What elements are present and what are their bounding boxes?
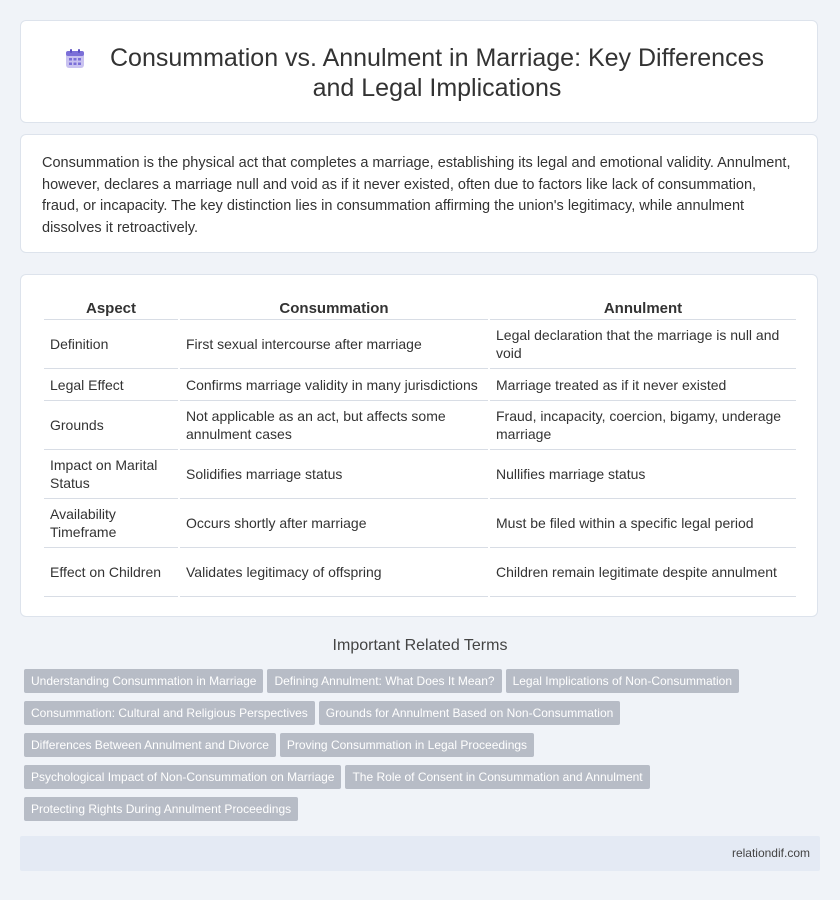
cell-aspect: Legal Effect	[44, 369, 178, 401]
related-term-tag[interactable]: Defining Annulment: What Does It Mean?	[267, 669, 501, 693]
table-row	[44, 548, 796, 597]
header-annulment: Annulment	[490, 297, 796, 320]
related-terms-list	[24, 669, 804, 829]
table-row	[44, 499, 796, 548]
cell-annulment: Fraud, incapacity, coercion, bigamy, underage marriage	[490, 401, 796, 450]
cell-consummation: Solidifies marriage status	[180, 450, 488, 499]
related-terms-heading: Important Related Terms	[332, 637, 508, 654]
cell-consummation: Not applicable as an act, but affects some annulment cases	[180, 401, 488, 450]
comparison-card	[20, 274, 818, 617]
site-name[interactable]: relationdif.com	[731, 846, 810, 860]
cell-aspect: Availability Timeframe	[44, 499, 178, 548]
table-row	[44, 369, 796, 401]
cell-aspect: Grounds	[44, 401, 178, 450]
related-term-tag[interactable]: The Role of Consent in Consummation and Annulment	[345, 765, 649, 789]
table-header-row	[44, 297, 796, 320]
related-term-tag[interactable]: Legal Implications of Non-Consummation	[506, 669, 739, 693]
cell-consummation: Occurs shortly after marriage	[180, 499, 488, 548]
related-term-tag[interactable]: Proving Consummation in Legal Proceedings	[280, 733, 534, 757]
cell-aspect: Effect on Children	[44, 548, 178, 597]
cell-annulment: Children remain legitimate despite annulment	[490, 548, 796, 597]
header-consummation: Consummation	[180, 297, 488, 320]
cell-consummation: Validates legitimacy of offspring	[180, 548, 488, 597]
related-term-tag[interactable]: Psychological Impact of Non-Consummation on Marriage	[24, 765, 341, 789]
related-term-tag[interactable]: Protecting Rights During Annulment Proceedings	[24, 797, 298, 821]
header-aspect: Aspect	[44, 297, 178, 320]
related-term-tag[interactable]: Understanding Consummation in Marriage	[24, 669, 263, 693]
table-row	[44, 401, 796, 450]
related-term-tag[interactable]: Consummation: Cultural and Religious Perspectives	[24, 701, 315, 725]
intro-card	[20, 134, 818, 253]
cell-annulment: Legal declaration that the marriage is null and void	[490, 320, 796, 369]
cell-consummation: Confirms marriage validity in many jurisdictions	[180, 369, 488, 401]
footer	[20, 836, 820, 871]
table-row	[44, 320, 796, 369]
page-title: Consummation vs. Annulment in Marriage: Key Differences and Legal Implications	[109, 44, 764, 102]
intro-paragraph: Consummation is the physical act that completes a marriage, establishing its legal and emotional validity. Annulment, however, declares a marriage null and void as if it never existed, often due to factors like lack of consummation, fraud, or incapacity. The key distinction lies in consummation affirming the union's legitimacy, while annulment dissolves it retroactively.	[42, 155, 791, 236]
cell-aspect: Impact on Marital Status	[44, 450, 178, 499]
comparison-table	[42, 297, 798, 597]
table-row	[44, 450, 796, 499]
cell-annulment: Marriage treated as if it never existed	[490, 369, 796, 401]
cell-aspect: Definition	[44, 320, 178, 369]
related-term-tag[interactable]: Differences Between Annulment and Divorce	[24, 733, 276, 757]
cell-annulment: Nullifies marriage status	[490, 450, 796, 499]
related-term-tag[interactable]: Grounds for Annulment Based on Non-Consummation	[319, 701, 621, 725]
cell-consummation: First sexual intercourse after marriage	[180, 320, 488, 369]
header-card	[20, 20, 818, 123]
cell-annulment: Must be filed within a specific legal period	[490, 499, 796, 548]
